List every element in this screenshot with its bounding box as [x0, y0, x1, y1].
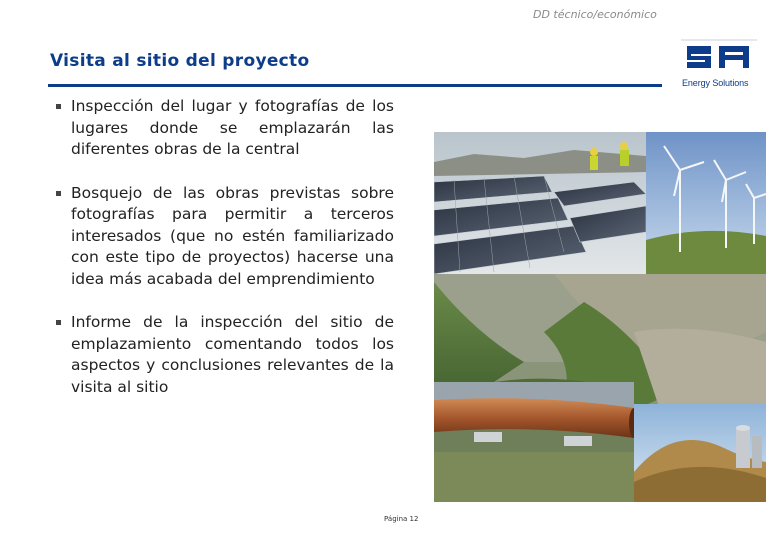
bullet-text: Bosquejo de las obras previstas sobre fotografías para permitir a terceros interesados (que no estén familiarizado con este tipo de proyectos) hacerse una idea más acabada del emprendimiento: [71, 183, 394, 288]
ba-logo-icon: [681, 38, 757, 72]
bullet-marker-icon: [56, 191, 61, 196]
bullet-item: [56, 312, 394, 398]
photo-solar-panels: [434, 132, 646, 274]
photo-wind-turbines: [646, 132, 766, 274]
title-divider: [48, 84, 662, 87]
page-number: Página 12: [384, 515, 419, 523]
bullet-item: [56, 183, 394, 291]
document-tag: DD técnico/económico: [533, 8, 657, 21]
bullet-text: Informe de la inspección del sitio de emplazamiento comentando todos los aspectos y conclusiones relevantes de la visita al sitio: [71, 313, 394, 396]
bullet-marker-icon: [56, 104, 61, 109]
photo-pipeline: [434, 382, 639, 502]
company-logo: [677, 36, 761, 92]
photo-biomass-silos: [634, 404, 766, 502]
bullet-marker-icon: [56, 320, 61, 325]
bullet-item: [56, 96, 394, 161]
logo-tagline: Energy Solutions: [682, 78, 749, 88]
bullet-text: Inspección del lugar y fotografías de los lugares donde se emplazarán las diferentes obras de la central: [71, 97, 394, 158]
page-title: Visita al sitio del proyecto: [50, 51, 310, 71]
project-photo-collage: [434, 132, 766, 502]
bullet-list: [56, 96, 394, 420]
